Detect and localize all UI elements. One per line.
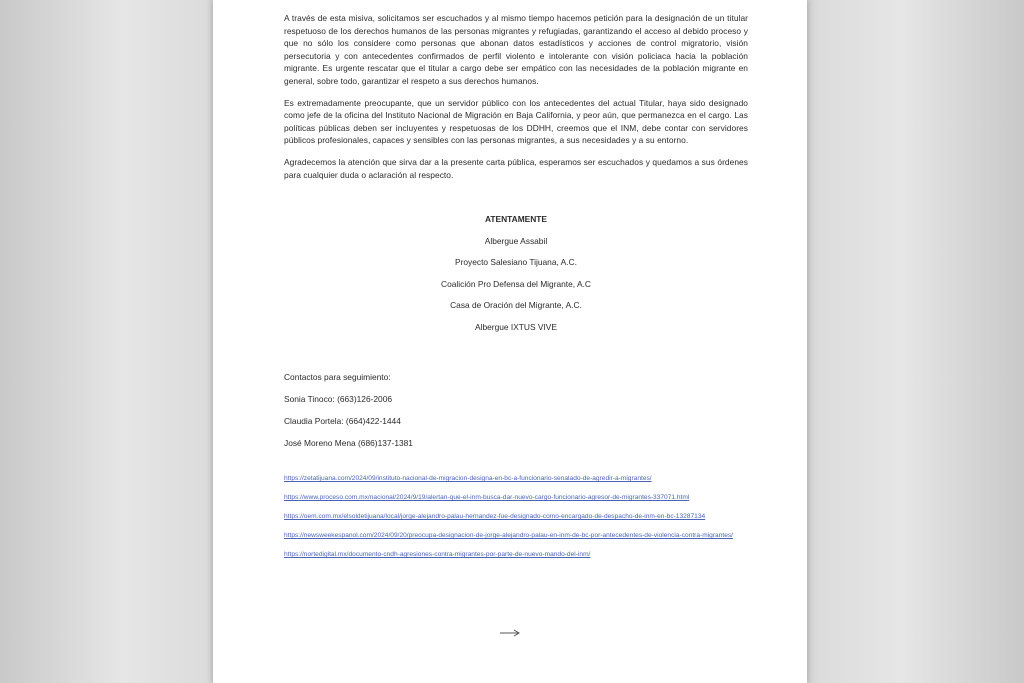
arrow-icon: [499, 628, 521, 638]
reference-link[interactable]: https://oem.com.mx/elsoldetijuana/local/jorge-alejandro-palau-hernandez-fue-designado-como-encargado-de-despacho-de-inm-en-bc-13287134: [284, 513, 706, 521]
contact-item: Claudia Portela: (664)422-1444: [284, 416, 401, 427]
contacts-heading: Contactos para seguimiento:: [284, 372, 391, 383]
signer-item: Casa de Oración del Migrante, A.C.: [450, 300, 582, 311]
closing-salutation: ATENTAMENTE: [484, 214, 548, 225]
signer-item: Albergue Assabil: [484, 235, 548, 246]
paragraph-request: A través de esta misiva, solicitamos ser escuchados y al mismo tiempo hacemos petición para la designación de un titular respetuoso de los derechos humanos de las personas migrantes y refugiadas, garantizando el acceso al debido proceso y que no sólo los considere como personas que abonan datos estadísticos y acciones de control migratorio, visión persecutoria y con antecedentes confirmados de perfil violento e intolerante con visión policiaca hacia la población migrante. Es urgente rescatar que el titular a cargo debe ser empático con las necesidades de la población migrante en general, sobre todo, garantizar el respeto a sus derechos humanos.: [284, 13, 748, 86]
letter-body: [284, 12, 748, 569]
reference-link[interactable]: https://zetatijuana.com/2024/09/instituto-nacional-de-migracion-designa-en-bc-a-funcionario-senalado-de-agredir-a-migrantes/: [284, 475, 652, 483]
contact-item: José Moreno Mena (686)137-1381: [284, 438, 413, 449]
contact-item: Sonia Tinoco: (663)126-2006: [284, 394, 393, 405]
signature-block: [284, 209, 748, 338]
paragraph-concern: Es extremadamente preocupante, que un servidor público con los antecedentes del actual Titular, haya sido designado como jefe de la oficina del Instituto Nacional de Migración en Baja California, y peor aún, que permanezca en el cargo. Las políticas públicas deben ser incluyentes y respetuosas de los DDHH, creemos que el INM, debe contar con servidores públicos profesionales, capaces y sensibles con las personas migrantes, a sus necesidades y a su entorno.: [284, 97, 748, 146]
signer-item: Albergue IXTUS VIVE: [475, 321, 557, 332]
reference-link[interactable]: https://nortedigital.mx/documento-cndh-agresiones-contra-migrantes-por-parte-de-nuevo-mando-del-inm/: [284, 551, 591, 559]
paragraph-thanks: Agradecemos la atención que sirva dar a la presente carta pública, esperamos ser escuchados y quedamos a sus órdenes para cualquier duda o aclaración al respecto.: [284, 156, 748, 180]
signer-item: Coalición Pro Defensa del Migrante, A.C: [441, 278, 591, 289]
reference-link[interactable]: https://newsweekespanol.com/2024/09/20/preocupa-designacion-de-jorge-alejandro-palau-en-inm-de-bc-por-antecedentes-de-violencia-contra-migrantes/: [284, 532, 733, 540]
reference-link[interactable]: https://www.proceso.com.mx/nacional/2024/9/19/alertan-que-el-inm-busca-dar-nuevo-cargo-funcionario-agresor-de-migrantes-337071.html: [284, 494, 690, 502]
contacts-block: [284, 366, 748, 454]
document-page: [213, 0, 807, 683]
signer-item: Proyecto Salesiano Tijuana, A.C.: [455, 257, 577, 268]
reference-links: [284, 474, 748, 560]
